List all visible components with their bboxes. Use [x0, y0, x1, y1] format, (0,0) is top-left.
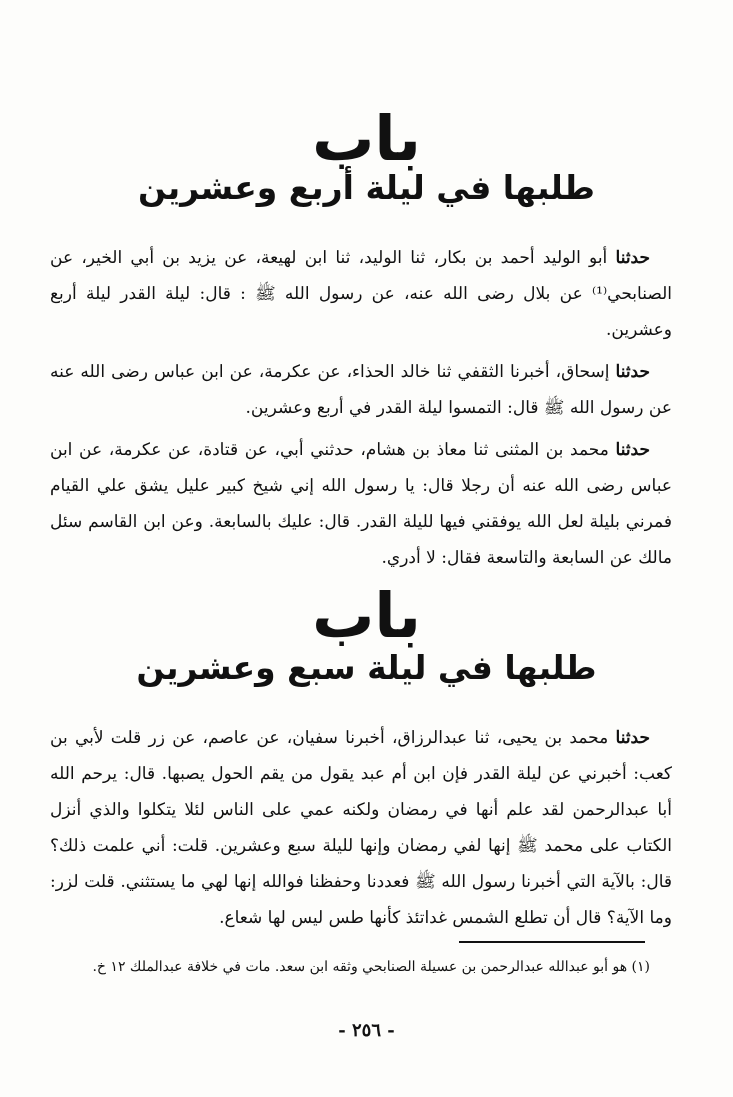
hadith-paragraph: [50, 720, 672, 936]
footnote: (١) هو أبو عبدالله عبدالرحمن بن عسيلة الصنابحي وثقه ابن سعد. مات في خلافة عبدالملك ١٢ خ.: [92, 959, 650, 975]
hadith-paragraph: [50, 354, 672, 426]
chapter-heading-1: باب: [312, 102, 421, 175]
paragraph-text: محمد بن يحيى، ثنا عبدالرزاق، أخبرنا سفيان، عن عاصم، عن زر قلت لأبي بن كعب: أخبرني عن ليلة القدر فإن ابن أم عبد يقول من يقم الحول يصبها. قال: يرحم الله أبا عبدالرحمن لقد علم أنها في رمضان ولكنه عمي على الناس لئلا يتكلوا والذي أنزل الكتاب على محمد ﷺ إنها لفي رمضان وإنها لليلة سبع وعشرين. قلت: أني علمت ذلك؟ قال: بالآية التي أخبرنا رسول الله ﷺ فعددنا وحفظنا فوالله إنها لهي ما يستثني. قلت لزر: وما الآية؟ قال أن تطلع الشمس غداتئذ كأنها طس ليس لها شعاع.: [50, 728, 672, 928]
section-body-2: [50, 720, 672, 936]
paragraph-lead: حدثنا: [615, 728, 650, 748]
paragraph-lead: حدثنا: [615, 362, 650, 382]
paragraph-lead: حدثنا: [615, 440, 650, 460]
paragraph-lead: حدثنا: [615, 248, 650, 268]
chapter-subtitle-2: طلبها في ليلة سبع وعشرين: [136, 648, 597, 687]
page-number: - ٢٥٦ -: [338, 1020, 395, 1041]
chapter-heading-2: باب: [312, 579, 421, 652]
hadith-paragraph: [50, 432, 672, 576]
hadith-paragraph: [50, 240, 672, 348]
paragraph-text: أبو الوليد أحمد بن بكار، ثنا الوليد، ثنا ابن لهيعة، عن يزيد بن أبي الخير، عن الصنابحي⁽¹⁾ عن بلال رضى الله عنه، عن رسول الله ﷺ : قال: ليلة القدر ليلة أربع وعشرين.: [50, 248, 672, 340]
section-body-1: [50, 240, 672, 576]
paragraph-text: محمد بن المثنى ثنا معاذ بن هشام، حدثني أبي، عن قتادة، عن عكرمة، عن ابن عباس رضى الله عنه أن رجلا قال: يا رسول الله إني شيخ كبير عليل يشق علي القيام فمرني بليلة لعل الله يوفقني فيها لليلة القدر. قال: عليك بالسابعة. وعن ابن القاسم سئل مالك عن السابعة والتاسعة فقال: لا أدري.: [50, 440, 672, 568]
footnote-divider: [459, 941, 645, 943]
paragraph-text: إسحاق، أخبرنا الثقفي ثنا خالد الحذاء، عن عكرمة، عن ابن عباس رضى الله عنه عن رسول الله ﷺ قال: التمسوا ليلة القدر في أربع وعشرين.: [50, 362, 672, 418]
chapter-subtitle-1: طلبها في ليلة أربع وعشرين: [138, 168, 595, 207]
